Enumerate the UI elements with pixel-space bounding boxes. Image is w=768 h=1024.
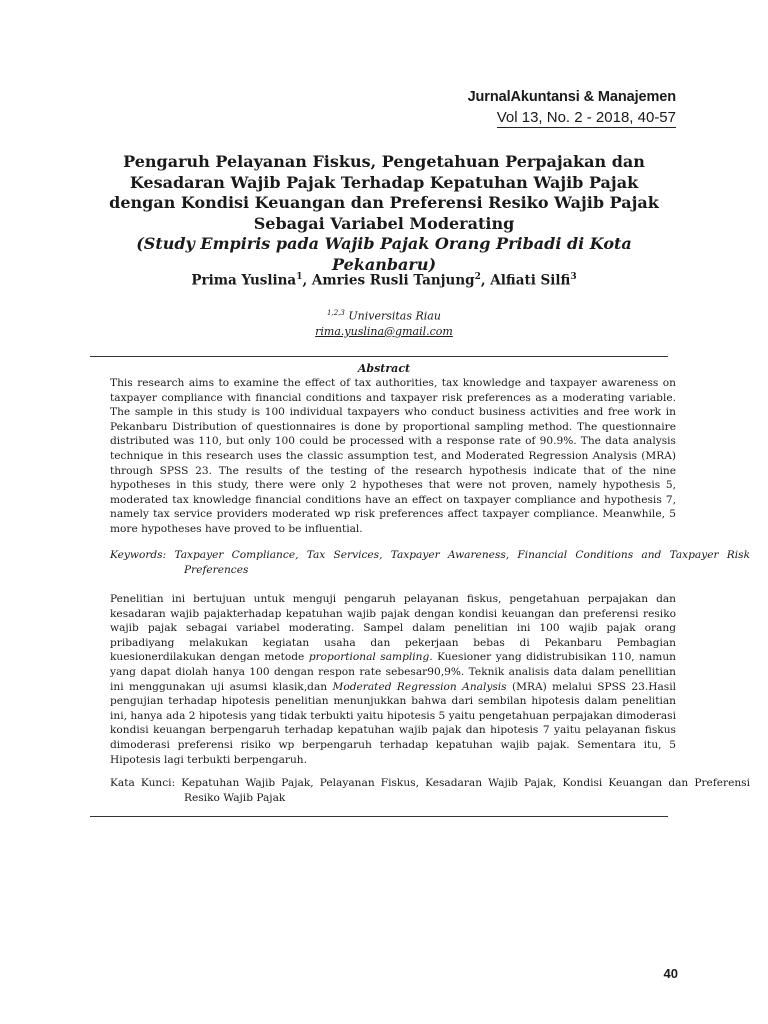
keywords-text: Taxpayer Compliance, Tax Services, Taxpayer Awareness, Financial Conditions and Taxpayer Risk Preferences — [174, 549, 751, 576]
author-affiliation-mark: 1 — [296, 272, 303, 282]
author-list — [100, 272, 668, 289]
abstrak-italic-term: Moderated Regression Analysis — [332, 680, 507, 693]
page-number: 40 — [663, 966, 678, 981]
abstrak-text: Kuesioner yang didistrubisikan 110, namun yang dapat diolah hanya 100 dengan respon rate sebesar90,9%. Teknik analisis data dalam penellitian ini menggunakan uji asumsi klasik,dan — [110, 651, 676, 693]
affiliation-marks: 1,2,3 — [327, 309, 345, 317]
paper-subtitle: (Study Empiris pada Wajib Pajak Orang Pribadi di Kota Pekanbaru) — [136, 234, 632, 274]
affiliation — [100, 306, 668, 339]
author-affiliation-mark: 3 — [570, 272, 577, 282]
author-separator: , — [480, 272, 491, 289]
abstract-heading: Abstract — [357, 362, 411, 375]
author-affiliation-mark: 2 — [474, 272, 481, 282]
paper-title-main: Pengaruh Pelayanan Fiskus, Pengetahuan Perpajakan dan Kesadaran Wajib Pajak Terhadap Kepatuhan Wajib Pajak dengan Kondisi Keuangan dan Preferensi Resiko Wajib Pajak Sebagai Variabel Moderating — [109, 152, 659, 233]
abstract-indonesian — [110, 592, 676, 767]
keywords-label: Keywords: — [110, 549, 167, 561]
abstrak-text: Penelitian ini bertujuan untuk menguji pengaruh pelayanan fiskus, pengetahuan perpajakan dan kesadaran wajib pajakterhadap kepatuhan wajib pajak dengan kondisi keuangan dan preferensi resiko wajib pajak sebagai variabel moderating. Sampel dalam penelitian ini 100 wajib pajak orang pribadiyang melakukan kegiatan usaha dan pekerjaan bebas di Pekanbaru Pembagian kuesionerdilakukan dengan metode — [110, 593, 676, 664]
author-name: Prima Yuslina — [191, 272, 297, 289]
author-name: Alfiati Silfi — [490, 272, 571, 289]
author-email-link[interactable]: rima.yuslina@gmail.com — [315, 324, 453, 338]
journal-name: JurnalAkuntansi & Manajemen — [467, 89, 676, 105]
abstract-english: This research aims to examine the effect of tax authorities, tax knowledge and taxpayer awareness on taxpayer compliance with financial conditions and taxpayer risk preferences as a moderating variable. The sample in this study is 100 individual taxpayers who conduct business activities and free work in Pekanbaru Distribution of questionnaires is done by proportional sampling method. The questionnaire distributed was 110, but only 100 could be processed with a response rate of 90.9%. The data analysis technique in this research uses the classic assumption test, and Moderated Regression Analysis (MRA) through SPSS 23. The results of the testing of the research hypothesis indicate that of the nine hypotheses in this study, there were only 2 hypotheses that were not proven, namely hypothesis 5, moderated tax knowledge financial conditions have an effect on taxpayer compliance and hypothesis 7, namely tax service providers moderated wp risk preferences affect taxpayer compliance. Meanwhile, 5 more hypotheses have proved to be influential. — [110, 377, 676, 535]
kata-kunci-text: Kepatuhan Wajib Pajak, Pelayanan Fiskus, Kesadaran Wajib Pajak, Kondisi Keuangan dan Preferensi Resiko Wajib Pajak — [181, 777, 750, 804]
author-name: Amries Rusli Tanjung — [311, 272, 475, 289]
journal-volume: Vol 13, No. 2 - 2018, 40-57 — [496, 109, 676, 126]
author-separator: , — [302, 272, 312, 289]
keywords-indonesian — [110, 776, 750, 805]
abstrak-italic-term: proportional sampling. — [308, 651, 433, 664]
abstrak-text: (MRA) melalui SPSS 23.Hasil pengujian terhadap hipotesis penelitian menunjukkan bahwa dari sembilan hipotesis dalam penelitian ini, hanya ada 2 hipotesis yang tidak terbukti yaitu hipotesis 5 yaitu pengetahuan perpajakan dimoderasi kondisi keuangan berpengaruh terhadap kepatuhan wajib pajak dan hipotesis 7 yaitu pelayanan fiskus dimoderasi preferensi risiko wp berpengaruh terhadap kepatuhan wajib pajak. Sementara itu, 5 Hipotesis lagi terbukti berpengaruh. — [110, 680, 676, 766]
affiliation-institution: Universitas Riau — [344, 309, 441, 323]
journal-header — [468, 89, 676, 128]
paper-title — [100, 152, 668, 275]
kata-kunci-label: Kata Kunci: — [110, 777, 176, 789]
divider-top — [90, 356, 668, 357]
divider-bottom — [90, 816, 668, 817]
keywords-english — [110, 548, 750, 577]
